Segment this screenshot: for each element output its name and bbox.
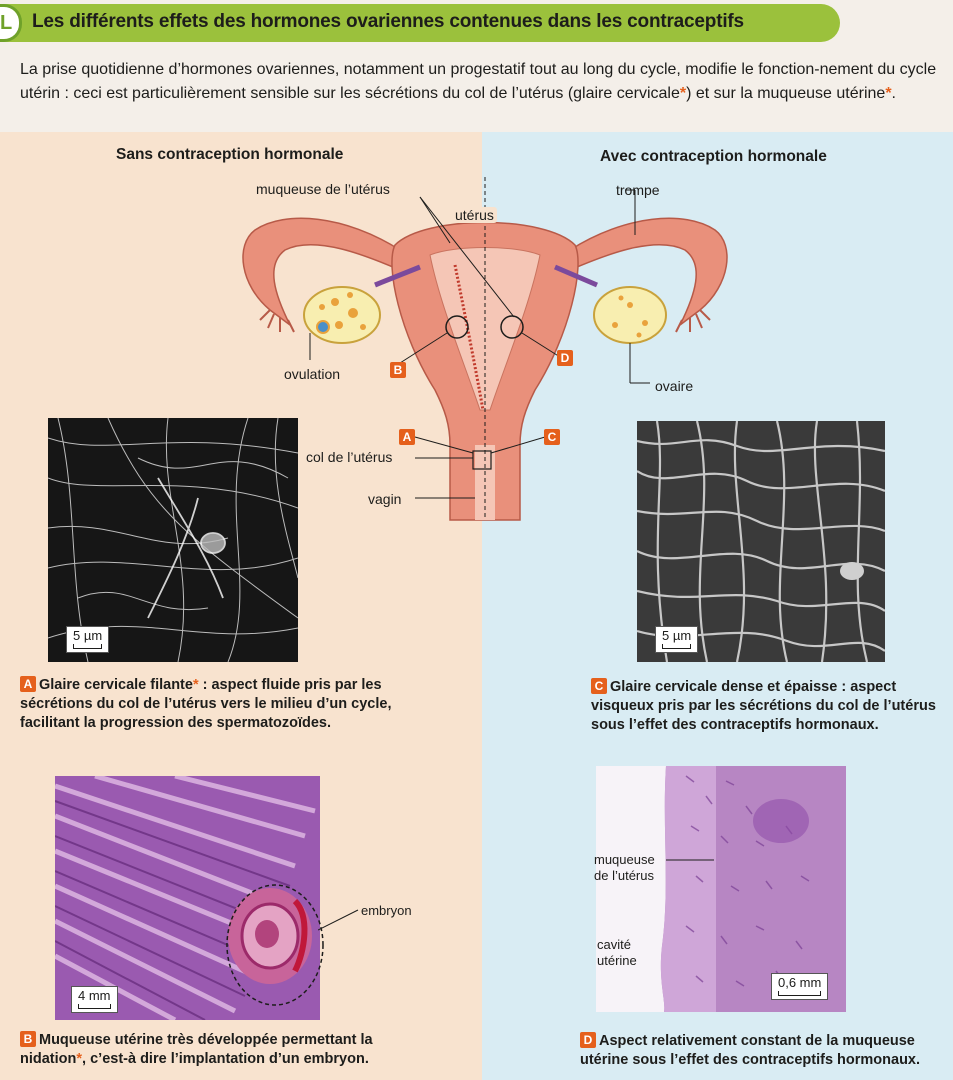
scale-bar-d xyxy=(771,973,828,1000)
caption-b-text-1: Muqueuse utérine très développée permettant la nidation xyxy=(20,1032,373,1067)
scale-bar-a xyxy=(66,626,109,653)
left-column-title: Sans contraception hormonale xyxy=(116,146,344,163)
intro-star-2: * xyxy=(885,85,892,102)
caption-b xyxy=(20,1031,400,1069)
caption-d-text: Aspect relativement constant de la muqueuse utérine sous l’effet des contraceptifs hormonaux. xyxy=(580,1033,921,1068)
caption-d xyxy=(580,1032,940,1070)
section-tab-letter: L xyxy=(0,12,13,34)
right-ovary xyxy=(594,287,666,343)
caption-b-text-2: , c’est-à dire l’implantation d’un embryon. xyxy=(82,1051,369,1067)
caption-d-badge: D xyxy=(580,1032,596,1048)
label-vagin: vagin xyxy=(368,491,402,507)
page-title: Les différents effets des hormones ovariennes contenues dans les contraceptifs xyxy=(32,11,744,32)
badge-b: B xyxy=(390,362,406,378)
label-col: col de l’utérus xyxy=(306,449,393,465)
left-ovary xyxy=(304,287,380,343)
scale-a-text: 5 µm xyxy=(73,628,103,643)
intro-text-1: La prise quotidienne d’hormones ovariennes, notamment un progestatif tout au long du cycle, modifie le fonction-nement du cycle utérin : ceci est particulièrement sensible sur les sécrétions du col de l’utérus (glaire cervicale xyxy=(20,61,937,102)
scale-d-text: 0,6 mm xyxy=(778,975,822,990)
caption-a-text-1: Glaire cervicale filante xyxy=(39,677,193,693)
badge-d: D xyxy=(557,350,573,366)
scale-bar-b xyxy=(71,986,118,1013)
caption-a-star: * xyxy=(192,677,199,693)
label-muqueuse-d: muqueuse de l’utérus xyxy=(594,852,655,883)
caption-a xyxy=(20,676,400,733)
caption-b-star: * xyxy=(76,1051,83,1067)
caption-c-badge: C xyxy=(591,678,607,694)
badge-c: C xyxy=(544,429,560,445)
intro-text-3: . xyxy=(891,85,896,102)
micrograph-c xyxy=(637,421,885,662)
micrograph-d xyxy=(596,766,846,1012)
embryo-dashed-circle xyxy=(220,880,330,1010)
intro-star-1: * xyxy=(679,85,687,102)
label-ovulation: ovulation xyxy=(284,366,341,382)
intro-paragraph xyxy=(20,58,940,106)
intro-text-2: ) et sur la muqueuse utérine xyxy=(686,85,886,102)
label-ovaire: ovaire xyxy=(655,378,694,394)
label-cavite: cavité utérine xyxy=(597,937,637,968)
caption-c-text: Glaire cervicale dense et épaisse : aspect visqueux pris par les sécrétions du col de l’utérus sous l’effet des contraceptifs hormonaux. xyxy=(591,679,936,733)
micrograph-a xyxy=(48,418,298,662)
caption-a-text-2: : aspect fluide pris par les sécrétions du col de l’utérus vers le milieu d’un cycle, facilitant la progression des spermatozoïdes. xyxy=(20,677,392,731)
right-column-title: Avec contraception hormonale xyxy=(600,148,827,165)
scale-c-text: 5 µm xyxy=(662,628,692,643)
label-muqueuse: muqueuse de l’utérus xyxy=(256,181,390,197)
label-embryon: embryon xyxy=(361,903,412,918)
badge-a: A xyxy=(399,429,415,445)
label-uterus: utérus xyxy=(452,207,497,223)
scale-bar-c xyxy=(655,626,698,653)
embryon-leader xyxy=(318,905,363,935)
caption-b-badge: B xyxy=(20,1031,36,1047)
label-trompe: trompe xyxy=(616,182,660,198)
caption-c xyxy=(591,678,946,735)
caption-a-badge: A xyxy=(20,676,36,692)
scale-b-text: 4 mm xyxy=(78,988,111,1003)
